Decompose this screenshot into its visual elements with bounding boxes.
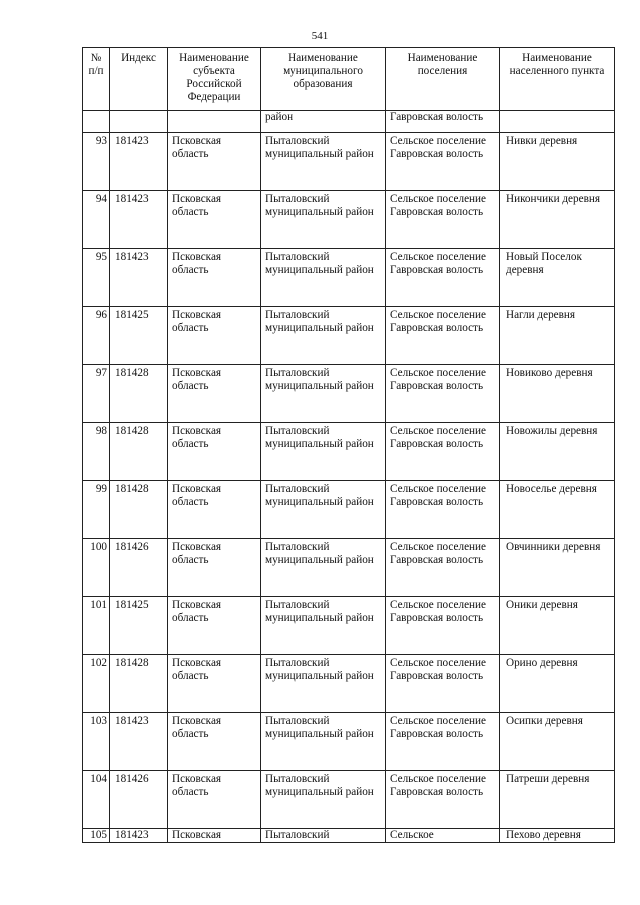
cell-locality: Патреши деревня: [500, 771, 615, 829]
table-row: [83, 771, 615, 829]
cell-municipality: Пыталовский муниципальный район: [261, 597, 386, 655]
cell-locality: Новый Поселок деревня: [500, 249, 615, 307]
cell-settlement: Сельское поселение Гавровская волость: [386, 249, 500, 307]
cell-locality: Овчинники деревня: [500, 539, 615, 597]
cell-number: [83, 111, 110, 133]
table-row: [83, 133, 615, 191]
cell-number: 95: [83, 249, 110, 307]
table-row: [83, 597, 615, 655]
cell-number: 93: [83, 133, 110, 191]
cell-index: 181426: [110, 771, 168, 829]
cell-municipality: Пыталовский муниципальный район: [261, 481, 386, 539]
cell-settlement: Гавровская волость: [386, 111, 500, 133]
continuation-row: [83, 111, 615, 133]
cell-number: 105: [83, 829, 110, 843]
cell-index: 181423: [110, 713, 168, 771]
table-row: [83, 713, 615, 771]
cell-locality: Оники деревня: [500, 597, 615, 655]
cell-subject: Псковская область: [168, 539, 261, 597]
cell-municipality: район: [261, 111, 386, 133]
cell-index: 181428: [110, 423, 168, 481]
cell-subject: Псковская область: [168, 597, 261, 655]
cell-number: 104: [83, 771, 110, 829]
cell-municipality: Пыталовский муниципальный район: [261, 249, 386, 307]
cell-settlement: Сельское поселение Гавровская волость: [386, 423, 500, 481]
cell-subject: Псковская область: [168, 249, 261, 307]
cell-locality: Новиково деревня: [500, 365, 615, 423]
cell-subject: [168, 111, 261, 133]
cell-index: 181423: [110, 829, 168, 843]
cell-settlement: Сельское поселение Гавровская волость: [386, 481, 500, 539]
cell-municipality: Пыталовский: [261, 829, 386, 843]
cell-municipality: Пыталовский муниципальный район: [261, 713, 386, 771]
cell-municipality: Пыталовский муниципальный район: [261, 365, 386, 423]
table-row: [83, 481, 615, 539]
cell-index: 181423: [110, 133, 168, 191]
cell-settlement: Сельское поселение Гавровская волость: [386, 191, 500, 249]
cell-subject: Псковская область: [168, 423, 261, 481]
cell-settlement: Сельское поселение Гавровская волость: [386, 539, 500, 597]
cell-number: 102: [83, 655, 110, 713]
cell-subject: Псковская область: [168, 133, 261, 191]
settlements-table: [82, 47, 615, 843]
cell-settlement: Сельское поселение Гавровская волость: [386, 771, 500, 829]
cell-locality: Новожилы деревня: [500, 423, 615, 481]
cell-number: 97: [83, 365, 110, 423]
cell-settlement: Сельское поселение Гавровская волость: [386, 655, 500, 713]
header-number: № п/п: [83, 48, 110, 111]
cell-subject: Псковская область: [168, 481, 261, 539]
cell-number: 103: [83, 713, 110, 771]
cell-locality: Орино деревня: [500, 655, 615, 713]
header-index: Индекс: [110, 48, 168, 111]
cell-municipality: Пыталовский муниципальный район: [261, 539, 386, 597]
cell-settlement: Сельское поселение Гавровская волость: [386, 133, 500, 191]
cell-locality: Осипки деревня: [500, 713, 615, 771]
cell-municipality: Пыталовский муниципальный район: [261, 655, 386, 713]
cell-municipality: Пыталовский муниципальный район: [261, 771, 386, 829]
cell-settlement: Сельское поселение Гавровская волость: [386, 307, 500, 365]
table-header-row: [83, 48, 615, 111]
cell-settlement: Сельское поселение Гавровская волость: [386, 597, 500, 655]
cell-index: 181428: [110, 481, 168, 539]
cell-index: 181428: [110, 365, 168, 423]
cell-index: 181426: [110, 539, 168, 597]
cell-locality: Нагли деревня: [500, 307, 615, 365]
table-row: [83, 829, 615, 843]
cell-subject: Псковская область: [168, 655, 261, 713]
cell-locality: Новоселье деревня: [500, 481, 615, 539]
table-row: [83, 539, 615, 597]
page-number: 541: [311, 30, 329, 42]
cell-settlement: Сельское: [386, 829, 500, 843]
cell-subject: Псковская область: [168, 191, 261, 249]
cell-number: 100: [83, 539, 110, 597]
cell-locality: Нивки деревня: [500, 133, 615, 191]
cell-settlement: Сельское поселение Гавровская волость: [386, 713, 500, 771]
header-municipality: Наименование муниципального образования: [261, 48, 386, 111]
cell-locality: Пехово деревня: [500, 829, 615, 843]
table-row: [83, 365, 615, 423]
table-row: [83, 307, 615, 365]
header-subject: Наименование субъекта Российской Федерации: [168, 48, 261, 111]
cell-subject: Псковская область: [168, 307, 261, 365]
table-row: [83, 423, 615, 481]
table-row: [83, 249, 615, 307]
cell-number: 101: [83, 597, 110, 655]
cell-number: 99: [83, 481, 110, 539]
header-settlement: Наименование поселения: [386, 48, 500, 111]
cell-subject: Псковская область: [168, 771, 261, 829]
cell-municipality: Пыталовский муниципальный район: [261, 307, 386, 365]
cell-subject: Псковская область: [168, 365, 261, 423]
cell-number: 96: [83, 307, 110, 365]
cell-index: 181425: [110, 597, 168, 655]
cell-settlement: Сельское поселение Гавровская волость: [386, 365, 500, 423]
cell-index: [110, 111, 168, 133]
cell-municipality: Пыталовский муниципальный район: [261, 133, 386, 191]
cell-index: 181423: [110, 191, 168, 249]
cell-index: 181423: [110, 249, 168, 307]
cell-municipality: Пыталовский муниципальный район: [261, 423, 386, 481]
cell-number: 94: [83, 191, 110, 249]
cell-locality: [500, 111, 615, 133]
table-row: [83, 655, 615, 713]
cell-municipality: Пыталовский муниципальный район: [261, 191, 386, 249]
table-row: [83, 191, 615, 249]
cell-index: 181428: [110, 655, 168, 713]
cell-subject: Псковская область: [168, 713, 261, 771]
cell-number: 98: [83, 423, 110, 481]
cell-locality: Никончики деревня: [500, 191, 615, 249]
cell-subject: Псковская: [168, 829, 261, 843]
cell-index: 181425: [110, 307, 168, 365]
header-locality: Наименование населенного пункта: [500, 48, 615, 111]
